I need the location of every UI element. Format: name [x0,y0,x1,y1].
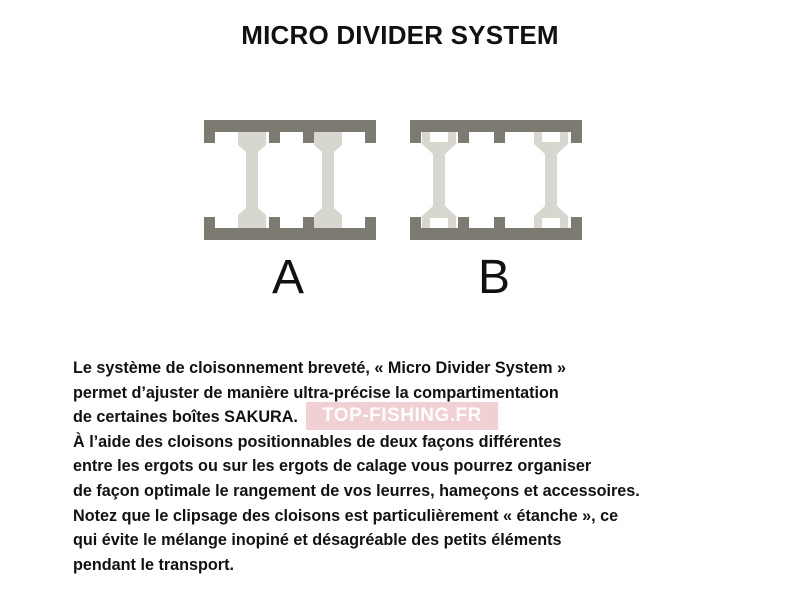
panel-a-top-tab [303,132,314,143]
description-line: entre les ergots ou sur les ergots de calage vous pourrez organiser [73,457,592,476]
panel-a-bottom-tab [204,217,215,228]
panel-b [410,120,582,240]
panel-b-top-rail [410,120,582,132]
panel-b-divider-slot [430,132,448,142]
panel-b-divider [422,132,456,228]
watermark: TOP-FISHING.FR [306,402,498,430]
panel-a-top-tab [269,132,280,143]
page-title: MICRO DIVIDER SYSTEM [241,20,559,50]
description-line: de certaines boîtes SAKURA. [73,408,298,427]
description-line: pendant le transport. [73,555,234,574]
description-line: Le système de cloisonnement breveté, « Micro Divider System » [73,359,567,377]
panel-b-bottom-tab [458,217,469,228]
panel-b-top-tab [571,132,582,143]
panel-a-divider [238,132,266,228]
panel-a-bottom-tab [269,217,280,228]
panel-b-divider-slot [430,218,448,228]
description-line: Notez que le clipsage des cloisons est particulièrement « étanche », ce [73,506,619,525]
description-text [73,356,773,577]
panel-a-top-tab [365,132,376,143]
panel-a-divider [314,132,342,228]
label-b: B [478,251,511,304]
description-line: À l’aide des cloisons positionnables de deux façons différentes [73,432,562,451]
description-line: permet d’ajuster de manière ultra-précise la compartimentation [73,383,559,402]
panel-b-top-tab [458,132,469,143]
panel-b-bottom-tab [571,217,582,228]
panel-b-bottom-tab [494,217,505,228]
description-line: de façon optimale le rangement de vos leurres, hameçons et accessoires. [73,481,640,500]
panel-a-top-rail [204,120,376,132]
panel-b-top-tab [410,132,421,143]
panel-a-top-tab [204,132,215,143]
panel-b-top-tab [494,132,505,143]
panel-b-bottom-tab [410,217,421,228]
description-line: qui évite le mélange inopiné et désagréable des petits éléments [73,531,562,550]
panel-a-bottom-tab [365,217,376,228]
panel-b-divider [534,132,568,228]
label-a: A [272,251,305,304]
panel-a [204,120,376,240]
panel-a-bottom-tab [303,217,314,228]
panel-b-divider-slot [542,132,560,142]
panel-a-bottom-rail [204,228,376,240]
panel-b-bottom-rail [410,228,582,240]
panel-b-divider-slot [542,218,560,228]
